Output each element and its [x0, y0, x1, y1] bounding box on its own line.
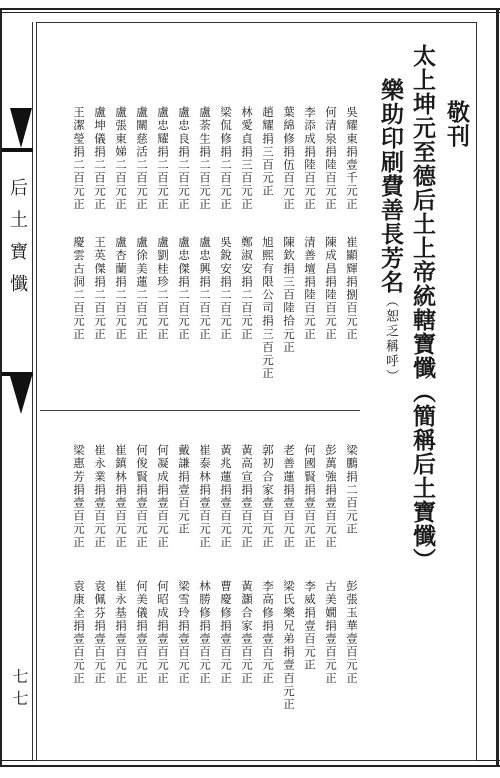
frame-top-rule: [0, 8, 500, 10]
donor-entry-upper: 盧荼生捐二百元正: [198, 106, 212, 211]
donor-entry-upper: 盧杏蘭捐二百元正: [114, 236, 128, 341]
donor-entry-lower: 何昭成捐壹百元正: [156, 580, 170, 685]
donor-entry-lower: 袁康全捐壹百元正: [72, 580, 86, 685]
donor-entry-lower: 郭初合家壹百元正: [261, 444, 275, 549]
donor-entry-upper: 清善壇捐陸百元正: [303, 236, 317, 341]
donor-entry-upper: 吳銳安捐二百元正: [219, 236, 233, 341]
margin-rule: [32, 22, 33, 760]
donor-entry-upper: 陳成昌捐陸百元正: [324, 236, 338, 341]
heading-donor-list: [374, 78, 407, 384]
donor-entry-upper: 何清泉捐陸百元正: [324, 106, 338, 211]
donor-entry-lower: 彭萬強捐壹百元正: [324, 444, 338, 549]
page-number: 七七: [10, 668, 29, 712]
donor-entry-lower: 戴謙捐壹百元正: [177, 444, 191, 536]
donor-entry-upper: 李添成捐陸百元正: [303, 106, 317, 211]
donor-entry-upper: 梁侃修捐二百元正: [219, 106, 233, 211]
book-title: 后土寶懺: [7, 178, 28, 306]
donor-entry-lower: 黃高宣捐壹百元正: [240, 444, 254, 549]
donor-entry-upper: 鄭淑安捐二百元正: [240, 236, 254, 341]
donor-entry-upper: 趙耀捐三百元正: [261, 106, 275, 198]
donor-entry-upper: 盧忠興捐二百元正: [198, 236, 212, 341]
donor-entry-upper: 崔顯輝捐捌百元正: [345, 236, 359, 341]
donor-entry-lower: 老善蓮捐壹百元正: [282, 444, 296, 549]
donor-entry-upper: 盧關慈活二百元正: [135, 106, 149, 211]
heading-jingkan: 敬刊: [443, 100, 470, 148]
donor-entry-lower: 李高修捐壹百元正: [261, 580, 275, 685]
donor-entry-upper: 盧坤儀捐二百元正: [93, 106, 107, 211]
donor-entry-lower: 何凝成捐壹百元正: [156, 444, 170, 549]
donor-entry-lower: 古美嫺捐壹百元正: [324, 580, 338, 685]
donor-entry-upper: 葉綿修捐伍百元正: [282, 106, 296, 211]
donor-entry-lower: 何國賢捐壹百元正: [303, 444, 317, 549]
donor-entry-upper: 旭熙有限公司捐三百元正: [261, 236, 275, 381]
fishtail-top-ornament: [10, 108, 32, 148]
donor-entry-lower: 崔泰林捐壹百元正: [198, 444, 212, 549]
section-divider: [40, 410, 360, 411]
donor-entry-lower: 彭張玉華壹百元正: [345, 580, 359, 685]
frame-bottom-rule: [0, 765, 500, 767]
donor-entry-upper: 盧忠耀捐二百元正: [156, 106, 170, 211]
donor-entry-lower: 崔鎮林捐壹百元正: [114, 444, 128, 549]
donor-entry-upper: 盧劉桂珍二百元正: [156, 236, 170, 341]
donor-entry-lower: 何美儀捐壹百元正: [135, 580, 149, 685]
frame-right-rule: [496, 8, 499, 767]
donor-entry-upper: 慶雲古洞二百元正: [72, 236, 86, 341]
donor-entry-upper: 陳欽捐三百陸拾元正: [282, 236, 296, 354]
donor-entry-lower: 黃兆蓮捐壹百元正: [219, 444, 233, 549]
frame-left-rule: [0, 8, 2, 767]
donor-entry-upper: 王英傑捐二百元正: [93, 236, 107, 341]
donor-entry-upper: 王潔瑩捐二百元正: [72, 106, 86, 211]
donor-entry-lower: 袁佩芬捐壹百元正: [93, 580, 107, 685]
donor-entry-upper: 盧忠良捐二百元正: [177, 106, 191, 211]
heading-scripture-title: 太上坤元至德后土上帝統轄寶懺（簡稱后土寶懺）: [409, 44, 436, 572]
donor-entry-lower: 梁惠芳捐壹百元正: [72, 444, 86, 549]
donor-entry-lower: 曹慶修捐壹百元正: [219, 580, 233, 685]
fishtail-top-bar: [2, 148, 33, 162]
donor-entry-lower: 梁雪玲捐壹百元正: [177, 580, 191, 685]
frame-top-inner-rule: [0, 12, 500, 13]
donor-entry-lower: 黃灝合家壹百元正: [240, 580, 254, 685]
donor-entry-upper: 盧忠傑捐二百元正: [177, 236, 191, 341]
heading-donor-list-note: （恕乏稱呼）: [383, 294, 398, 384]
donor-entry-lower: 梁鵬捐二百元正: [345, 444, 359, 536]
donor-entry-lower: 林勝修捐壹百元正: [198, 580, 212, 685]
donor-entry-lower: 梁氏樂兄弟捐壹百元正: [282, 580, 296, 711]
heading-donor-list-text: 樂助印刷費善長芳名: [377, 78, 404, 294]
donor-entry-lower: 何俊賢捐壹百元正: [135, 444, 149, 549]
donor-entry-upper: 吳耀東捐壹千元正: [345, 106, 359, 211]
donor-entry-upper: 盧張東娣二百元正: [114, 106, 128, 211]
donor-entry-lower: 李威捐壹百元正: [303, 580, 317, 672]
fishtail-bottom-ornament: [10, 376, 32, 414]
donor-entry-upper: 林愛貞捐三百元正: [240, 106, 254, 211]
donor-entry-lower: 崔永業捐壹百元正: [93, 444, 107, 549]
donor-entry-lower: 崔永基捐壹百元正: [114, 580, 128, 685]
donor-entry-upper: 盧徐美蓮二百元正: [135, 236, 149, 341]
